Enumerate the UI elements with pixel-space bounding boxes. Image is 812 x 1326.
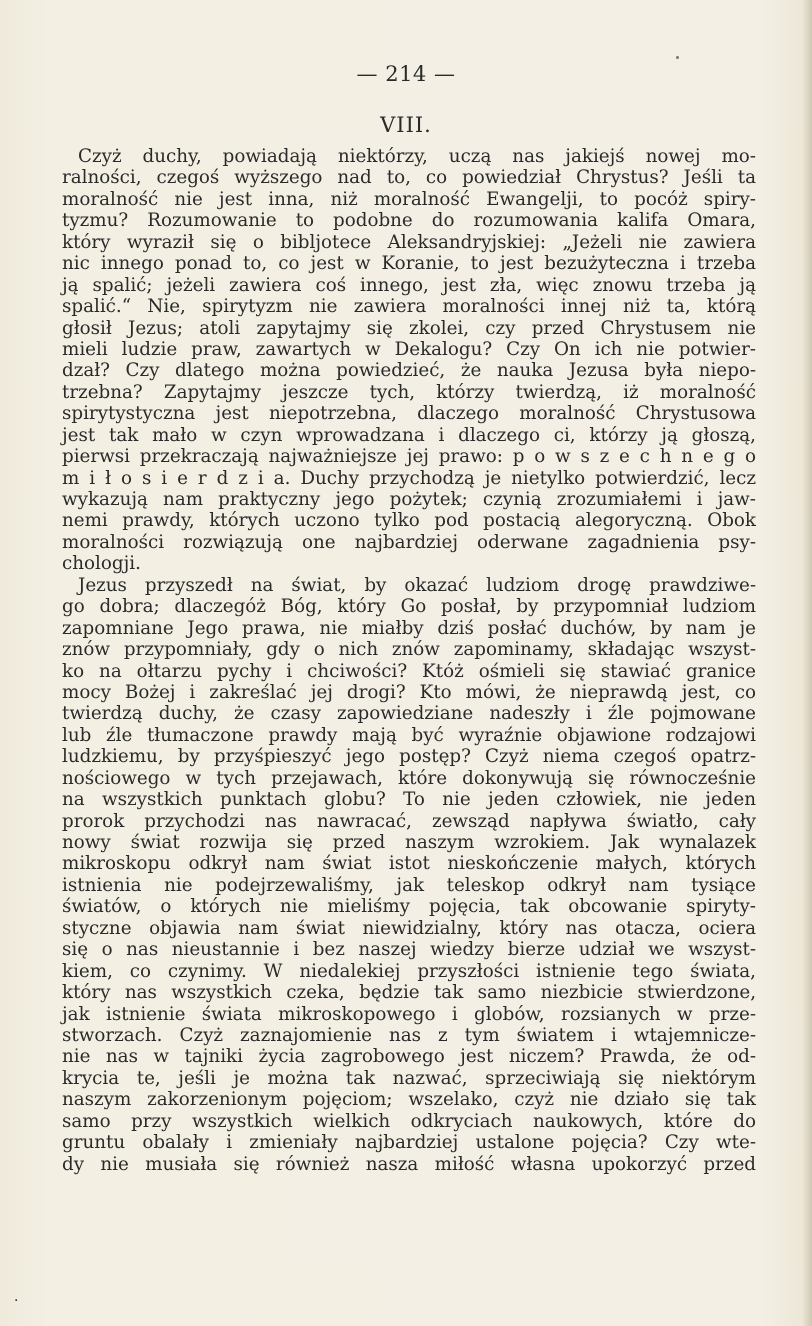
text-line: tyzmu? Rozumowanie to podobne do rozumowania kalifa Omara, — [62, 210, 756, 232]
text-line: głosił Jezus; atoli zapytajmy się zkolei, czy przed Chrystusem nie — [62, 317, 756, 339]
text-line: mocy Bożej i zakreślać jej drogi? Kto mówi, że nieprawdą jest, co — [62, 681, 756, 703]
text-line: który wyraził się o bibljotece Aleksandryjskiej: „Jeżeli nie zawiera — [62, 231, 756, 253]
text-line: Czyż duchy, powiadają niektórzy, uczą nas jakiejś nowej mo- — [78, 146, 756, 167]
margin-mark: · — [14, 1293, 19, 1309]
text-line: który nas wszystkich czeka, będzie tak samo niezbicie stwierdzone, — [62, 982, 756, 1004]
text-line: jest tak mało w czyn wprowadzana i dlaczego ci, którzy ją głoszą, — [62, 424, 756, 446]
text-line: nościowego w tych przejawach, które dokonywują się równocześnie — [62, 767, 756, 789]
text-line: moralności rozwiązują one najbardziej oderwane zagadnienia psy- — [62, 531, 756, 553]
text-line: nowy świat rozwija się przed naszym wzrokiem. Jak wynalazek — [62, 832, 756, 853]
text-line: trzebna? Zapytajmy jeszcze tych, którzy twierdzą, iż moralność — [62, 381, 756, 403]
text-line: istnienia nie podejrzewaliśmy, jak teleskop odkrył nam tysiące — [62, 874, 756, 896]
text-line: gruntu obalały i zmieniały najbardziej ustalone pojęcia? Czy wte- — [62, 1132, 756, 1154]
chapter-heading: VIII. — [380, 113, 432, 137]
body-text — [62, 146, 756, 1175]
text-line: nie nas w tajniki życia zagrobowego jest niczem? Prawda, że od- — [62, 1046, 756, 1068]
text-line: styczne objawia nam świat niewidzialny, który nas otacza, ociera — [62, 917, 756, 939]
text-line: spirytystyczna jest niepotrzebna, dlaczego moralność Chrystusowa — [62, 403, 756, 425]
text-line: nemi prawdy, których uczono tylko pod postacią alegoryczną. Obok — [62, 510, 756, 532]
page-edge-shadow — [802, 0, 812, 1326]
text-line: mikroskopu odkrył nam świat istot nieskończenie małych, których — [62, 853, 756, 875]
page-number: — 214 — — [356, 62, 456, 86]
text-line: ko na ołtarzu pychy i chciwości? Któż ośmieli się stawiać granice — [62, 660, 756, 682]
text-line: dzał? Czy dlatego można powiedzieć, że nauka Jezusa była niepo- — [62, 360, 756, 382]
print-speck — [676, 56, 679, 59]
text-line: ją spalić; jeżeli zawiera coś innego, jest zła, więc znowu trzeba ją — [62, 274, 756, 296]
text-line: mieli ludzie praw, zawartych w Dekalogu? Czy On ich nie potwier- — [62, 338, 756, 360]
text-line: ralności, czegoś wyższego nad to, co powiedział Chrystus? Jeśli ta — [62, 167, 756, 189]
text-line: światów, o których nie mieliśmy pojęcia, tak obcowanie spiryty- — [62, 896, 756, 918]
text-line: prorok przychodzi nas nawracać, zewsząd napływa światło, cały — [62, 810, 756, 832]
text-line: samo przy wszystkich wielkich odkryciach naukowych, które do — [62, 1110, 756, 1132]
text-line: stworzach. Czyż zaznajomienie nas z tym światem i wtajemnicze- — [62, 1024, 756, 1046]
text-line: chologji. — [62, 553, 141, 575]
text-line: spalić.“ Nie, spirytyzm nie zawiera moralności innej niż ta, którą — [62, 296, 756, 318]
text-line: ludzkiemu, by przyśpieszyć jego postęp? Czyż niema czegoś opatrz- — [62, 746, 756, 768]
text-line: pierwsi przekraczają najważniejsze jej prawo: p o w s z e c h n e g o — [62, 446, 756, 468]
text-line: wykazują nam praktyczny jego pożytek; czynią zrozumiałemi i jaw- — [62, 489, 756, 510]
text-line: go dobra; dlaczegóż Bóg, który Go posłał, by przypomniał ludziom — [62, 596, 756, 618]
text-line: nic innego ponad to, co jest w Koranie, to jest bezużyteczna i trzeba — [62, 253, 756, 275]
text-line: zapomniane Jego prawa, nie miałby dziś posłać duchów, by nam je — [62, 617, 756, 639]
text-line: się o nas nieustannie i bez naszej wiedzy bierze udział we wszyst- — [62, 939, 756, 961]
text-line: moralność nie jest inna, niż moralność Ewangelji, to pocóż spiry- — [62, 188, 756, 210]
text-line: dy nie musiała się również nasza miłość własna upokorzyć przed — [62, 1153, 756, 1175]
text-line: krycia te, jeśli je można tak nazwać, sprzeciwiają się niektórym — [62, 1067, 756, 1089]
text-line: twierdzą duchy, że czasy zapowiedziane nadeszły i źle pojmowane — [62, 703, 756, 725]
text-line: jak istnienie świata mikroskopowego i globów, rozsianych w prze- — [62, 1003, 756, 1025]
text-line: naszym zakorzenionym pojęciom; wszelako, czyż nie działo się tak — [62, 1089, 756, 1111]
text-line: lub źle tłumaczone prawdy mają być wyraźnie objawione rodzajowi — [62, 724, 756, 746]
text-line: m i ł o s i e r d z i a. Duchy przychodzą je nietylko potwierdzić, lecz — [62, 467, 756, 489]
text-line: kiem, co czynimy. W niedalekiej przyszłości istnienie tego świata, — [62, 960, 756, 982]
text-line: znów przypomniały, gdy o nich znów zapominamy, składając wszyst- — [62, 639, 756, 661]
text-line: Jezus przyszedł na świat, by okazać ludziom drogę prawdziwe- — [78, 574, 756, 596]
text-line: na wszystkich punktach globu? To nie jeden człowiek, nie jeden — [62, 789, 756, 811]
